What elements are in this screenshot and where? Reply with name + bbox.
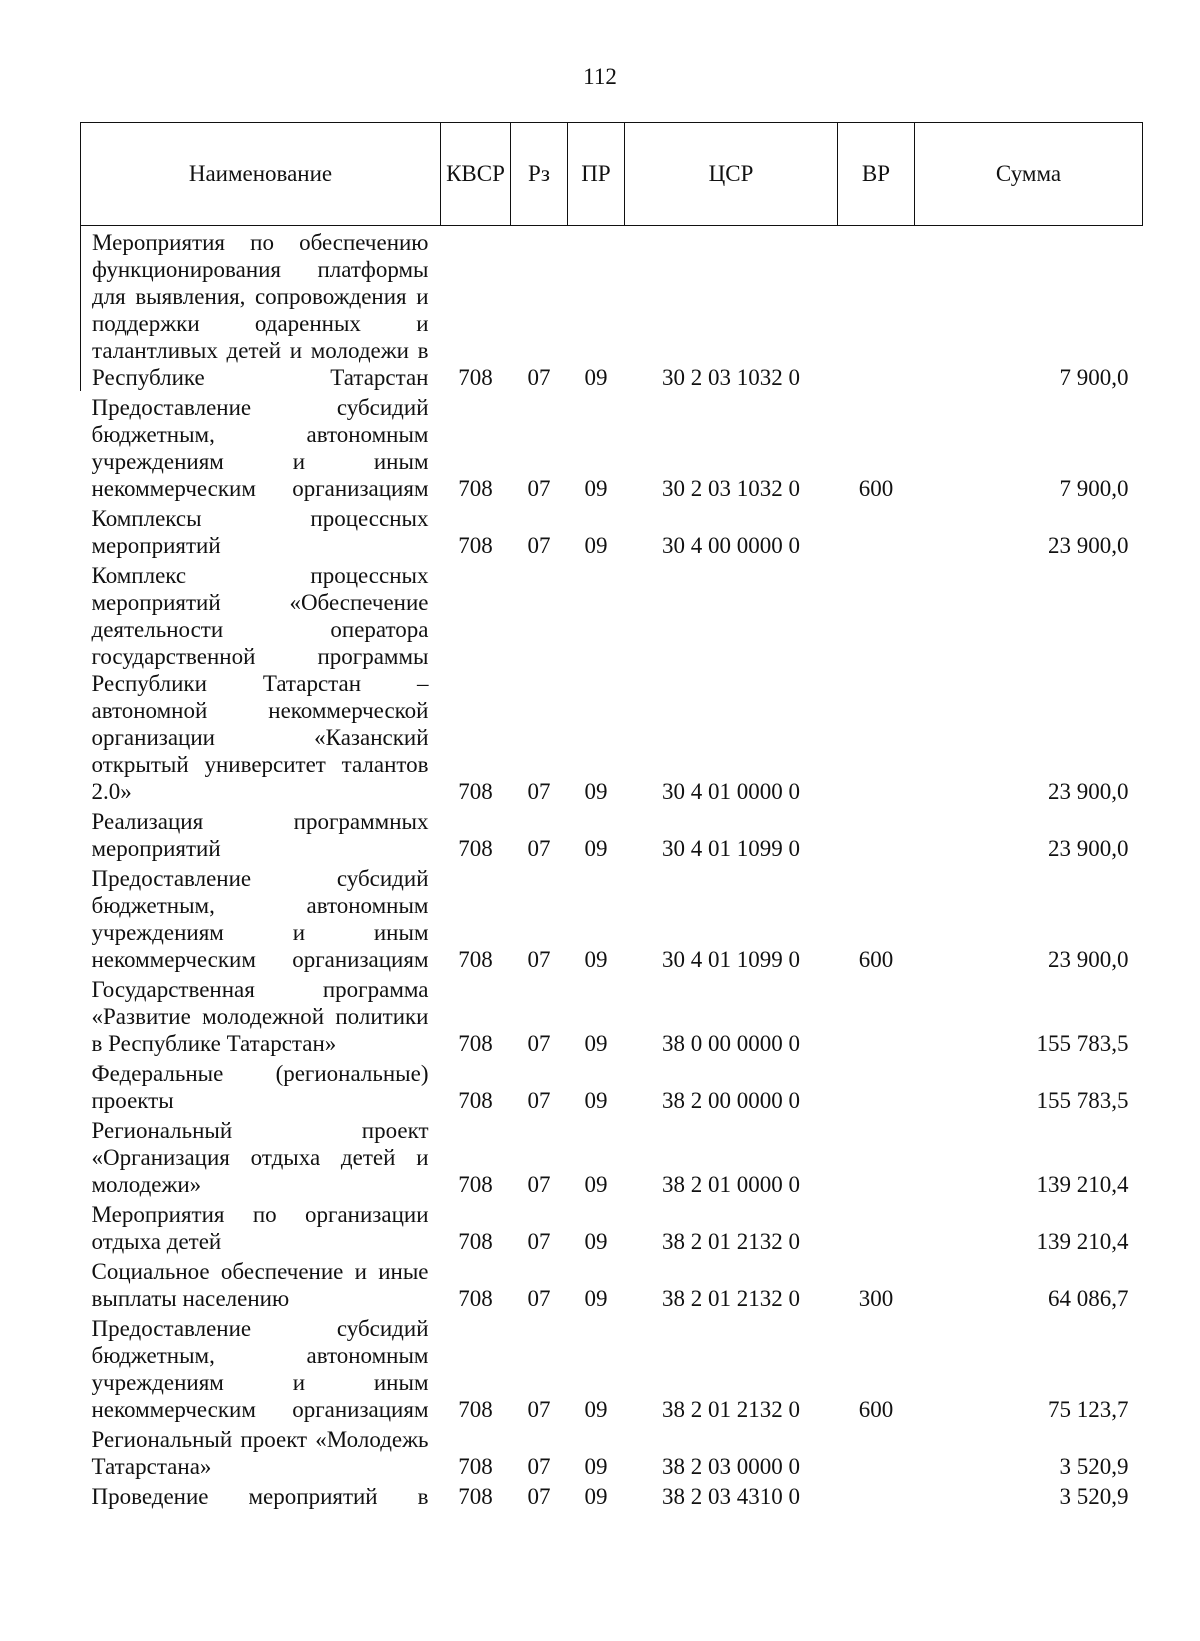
table-header-row <box>81 123 1143 226</box>
row-rz: 07 <box>527 1286 551 1311</box>
page-number: 112 <box>583 64 617 89</box>
row-kvsr: 708 <box>458 1397 493 1422</box>
table-row <box>81 1114 1143 1198</box>
table-row <box>81 502 1143 559</box>
row-vr <box>838 559 915 805</box>
row-rz: 07 <box>527 1031 551 1056</box>
row-name: Предоставление субсидий бюджетным, автономным учреждениям и иным некоммерческим организациям <box>91 866 429 972</box>
row-csr: 38 2 01 2132 0 <box>662 1286 800 1311</box>
row-sum: 23 900,0 <box>1048 947 1129 972</box>
row-kvsr: 708 <box>458 1286 493 1311</box>
row-sum: 64 086,7 <box>1048 1286 1129 1311</box>
row-sum: 139 210,4 <box>1036 1172 1129 1197</box>
header-sum: Сумма <box>915 123 1143 226</box>
row-kvsr: 708 <box>458 779 493 804</box>
table-row <box>81 1480 1143 1510</box>
row-pr: 09 <box>584 1286 608 1311</box>
row-kvsr: 708 <box>458 476 493 501</box>
row-csr: 30 4 01 1099 0 <box>662 947 800 972</box>
row-vr <box>838 1423 915 1480</box>
row-sum: 23 900,0 <box>1048 533 1129 558</box>
row-sum: 155 783,5 <box>1036 1088 1129 1113</box>
row-kvsr: 708 <box>458 365 493 390</box>
row-csr: 38 2 03 0000 0 <box>662 1454 800 1479</box>
row-rz: 07 <box>527 1088 551 1113</box>
row-csr: 30 2 03 1032 0 <box>662 476 800 501</box>
header-pr: ПР <box>568 123 625 226</box>
header-vr: ВР <box>838 123 915 226</box>
row-pr: 09 <box>584 779 608 804</box>
row-name: Предоставление субсидий бюджетным, автономным учреждениям и иным некоммерческим организациям <box>91 395 429 501</box>
row-pr: 09 <box>584 1172 608 1197</box>
table-row <box>81 559 1143 805</box>
row-csr: 30 4 01 0000 0 <box>662 779 800 804</box>
row-sum: 3 520,9 <box>1059 1484 1129 1509</box>
row-vr <box>838 1198 915 1255</box>
row-pr: 09 <box>584 533 608 558</box>
header-kvsr: КВСР <box>441 123 511 226</box>
row-vr <box>838 1114 915 1198</box>
row-sum: 155 783,5 <box>1036 1031 1129 1056</box>
row-kvsr: 708 <box>458 1454 493 1479</box>
row-csr: 30 2 03 1032 0 <box>662 365 800 390</box>
table-row <box>81 1198 1143 1255</box>
row-vr <box>838 805 915 862</box>
row-pr: 09 <box>584 836 608 861</box>
row-pr: 09 <box>584 947 608 972</box>
row-kvsr: 708 <box>458 836 493 861</box>
row-pr: 09 <box>584 1229 608 1254</box>
row-name: Предоставление субсидий бюджетным, автономным учреждениям и иным некоммерческим организациям <box>91 1316 429 1422</box>
table-row <box>81 973 1143 1057</box>
row-name: Региональный проект «Молодежь Татарстана» <box>91 1427 429 1479</box>
row-csr: 38 2 01 0000 0 <box>662 1172 800 1197</box>
row-name: Мероприятия по обеспечению функционирования платформы для выявления, сопровождения и поддержки одаренных и талантливых детей и молодежи в Республике Татарстан <box>81 226 441 392</box>
row-name: Государственная программа «Развитие молодежной политики в Республике Татарстан» <box>91 977 429 1056</box>
row-pr: 09 <box>584 365 608 390</box>
row-vr <box>838 1057 915 1114</box>
row-vr: 600 <box>858 1397 894 1422</box>
row-csr: 38 0 00 0000 0 <box>662 1031 800 1056</box>
row-kvsr: 708 <box>458 1031 493 1056</box>
table-row <box>81 805 1143 862</box>
row-vr <box>838 226 915 392</box>
row-sum: 23 900,0 <box>1048 779 1129 804</box>
row-sum: 139 210,4 <box>1036 1229 1129 1254</box>
row-vr <box>838 1480 915 1510</box>
row-vr: 600 <box>858 947 894 972</box>
row-sum: 7 900,0 <box>1059 476 1129 501</box>
row-kvsr: 708 <box>458 1229 493 1254</box>
row-sum: 23 900,0 <box>1048 836 1129 861</box>
row-name: Мероприятия по организации отдыха детей <box>91 1202 429 1254</box>
row-name: Социальное обеспечение и иные выплаты населению <box>91 1259 429 1311</box>
row-rz: 07 <box>527 779 551 804</box>
row-rz: 07 <box>527 365 551 390</box>
header-csr: ЦСР <box>625 123 838 226</box>
row-sum: 7 900,0 <box>1059 365 1129 390</box>
row-vr: 300 <box>858 1286 894 1311</box>
table-row <box>81 1423 1143 1480</box>
row-vr: 600 <box>858 476 894 501</box>
row-pr: 09 <box>584 1484 608 1509</box>
row-sum: 75 123,7 <box>1048 1397 1129 1422</box>
row-vr <box>838 502 915 559</box>
row-kvsr: 708 <box>458 1088 493 1113</box>
row-rz: 07 <box>527 1484 551 1509</box>
budget-table <box>80 122 1143 1510</box>
row-rz: 07 <box>527 836 551 861</box>
table-row <box>81 1255 1143 1312</box>
row-rz: 07 <box>527 1172 551 1197</box>
table-row <box>81 1312 1143 1423</box>
row-kvsr: 708 <box>458 1172 493 1197</box>
row-kvsr: 708 <box>458 947 493 972</box>
row-pr: 09 <box>584 1088 608 1113</box>
table-row <box>81 226 1143 392</box>
table-row <box>81 862 1143 973</box>
row-pr: 09 <box>584 1031 608 1056</box>
row-name: Комплекс процессных мероприятий «Обеспечение деятельности оператора государственной программы Республики Татарстан – автономной некоммерческой организации «Казанский открытый университет талантов 2.0» <box>91 563 429 804</box>
header-rz: Рз <box>511 123 568 226</box>
row-rz: 07 <box>527 1229 551 1254</box>
row-csr: 30 4 00 0000 0 <box>662 533 800 558</box>
row-rz: 07 <box>527 1454 551 1479</box>
table-row <box>81 391 1143 502</box>
table-row <box>81 1057 1143 1114</box>
row-csr: 38 2 01 2132 0 <box>662 1397 800 1422</box>
row-rz: 07 <box>527 1397 551 1422</box>
row-name: Региональный проект «Организация отдыха детей и молодежи» <box>91 1118 429 1197</box>
row-name: Проведение мероприятий в <box>91 1484 429 1509</box>
row-rz: 07 <box>527 476 551 501</box>
row-name: Комплексы процессных мероприятий <box>91 506 429 558</box>
row-name: Федеральные (региональные) проекты <box>91 1061 429 1113</box>
row-name: Реализация программных мероприятий <box>91 809 429 861</box>
row-csr: 38 2 03 4310 0 <box>662 1484 800 1509</box>
row-rz: 07 <box>527 533 551 558</box>
row-csr: 38 2 01 2132 0 <box>662 1229 800 1254</box>
row-pr: 09 <box>584 1397 608 1422</box>
row-kvsr: 708 <box>458 533 493 558</box>
row-csr: 30 4 01 1099 0 <box>662 836 800 861</box>
row-kvsr: 708 <box>458 1484 493 1509</box>
row-rz: 07 <box>527 947 551 972</box>
row-sum: 3 520,9 <box>1059 1454 1129 1479</box>
header-name: Наименование <box>81 123 441 226</box>
row-csr: 38 2 00 0000 0 <box>662 1088 800 1113</box>
row-vr <box>838 973 915 1057</box>
row-pr: 09 <box>584 476 608 501</box>
row-pr: 09 <box>584 1454 608 1479</box>
